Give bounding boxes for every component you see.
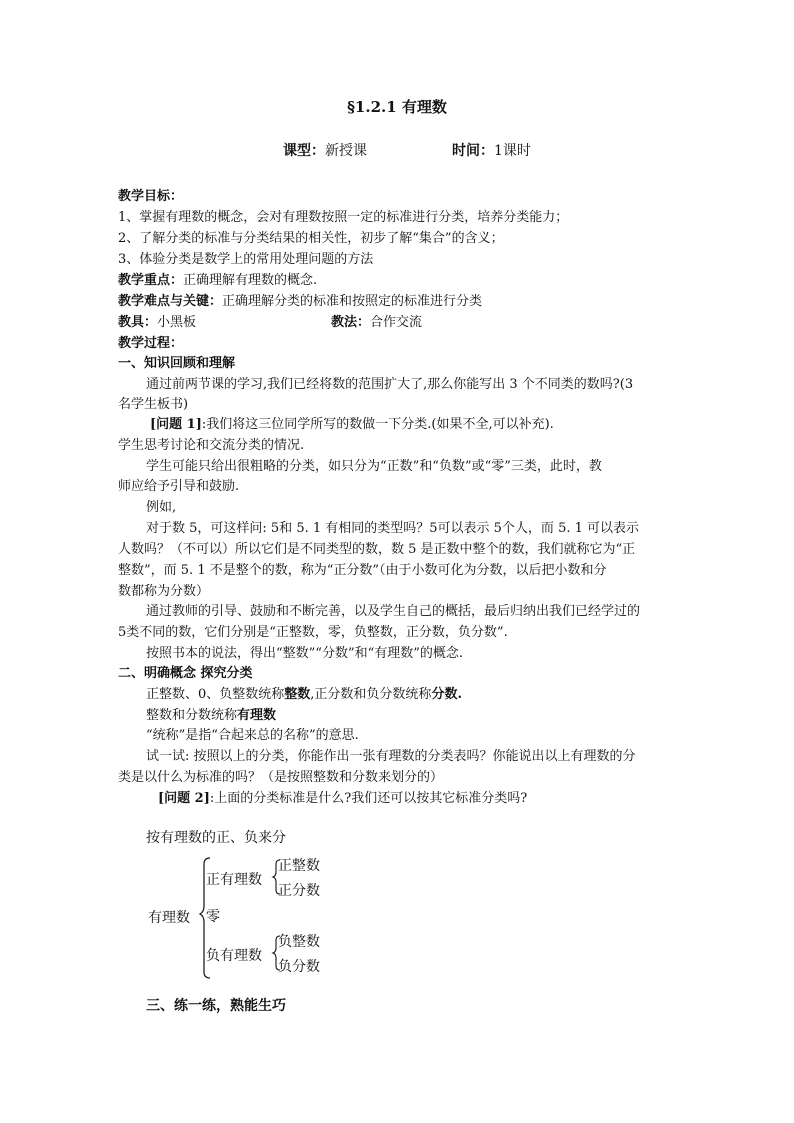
classification-tree	[148, 850, 368, 985]
page-title: §1.2.1 有理数	[347, 98, 447, 116]
lesson-time: 时间：1课时	[452, 143, 531, 159]
tree-positive-integer: 正整数	[278, 858, 320, 874]
question-1: [问题 1]:我们将这三位同学所写的数做一下分类.(如果不全,可以补充).	[150, 417, 554, 432]
definition-line: 整数和分数统称有理数	[146, 708, 277, 723]
objective-item: 1、掌握有理数的概念，会对有理数按照一定的标准进行分类，培养分类能力；	[118, 210, 569, 225]
paragraph-line: 人数吗？（不可以）所以它们是不同类型的数，数 5 是正数中整个的数，我们就称它为“正	[118, 542, 636, 557]
section3-heading: 三、练一练，熟能生巧	[146, 998, 286, 1014]
section1-heading: 一、知识回顾和理解	[118, 356, 236, 371]
paragraph-line: “统称”是指“合起来总的名称”的意思.	[146, 728, 359, 743]
definition-line: 正整数、0、负整数统称整数,正分数和负分数统称分数.	[146, 687, 462, 702]
method: 教法：合作交流	[331, 315, 423, 330]
classification-caption: 按有理数的正、负来分	[146, 830, 286, 846]
paragraph-line: 数都称为分数）	[118, 584, 210, 599]
paragraph-line: 按照书本的说法，得出“整数”“分数”和“有理数”的概念.	[146, 646, 464, 661]
paragraph-line: 通过教师的引导、鼓励和不断完善，以及学生自己的概括，最后归纳出我们已经学过的	[146, 604, 641, 619]
tree-root: 有理数	[148, 910, 190, 926]
objectives-heading: 教学目标：	[118, 189, 184, 204]
tools: 教具：小黑板	[118, 315, 197, 330]
objective-item: 3、体验分类是数学上的常用处理问题的方法	[118, 252, 374, 267]
tree-negative-fraction: 负分数	[278, 959, 320, 975]
paragraph-line: 例如,	[146, 500, 177, 515]
process-heading: 教学过程：	[118, 336, 184, 351]
tree-positive-fraction: 正分数	[278, 883, 320, 899]
paragraph-line: 名学生板书)	[118, 397, 189, 412]
paragraph-line: 整数”，而 5. 1 不是整个的数，称为“正分数”（由于小数可化为分数，以后把小数和分	[118, 563, 607, 578]
paragraph-line: 学生思考讨论和交流分类的情况.	[118, 438, 305, 453]
paragraph-line: 类是以什么为标准的吗？（是按照整数和分数来划分的）	[118, 770, 444, 785]
paragraph-line: 师应给予引导和鼓励.	[118, 479, 240, 494]
difficulty: 教学难点与关键：正确理解分类的标准和按照定的标准进行分类	[118, 294, 483, 309]
tree-negative-integer: 负整数	[278, 934, 320, 950]
paragraph-line: 对于数 5，可这样问: 5和 5. 1 有相同的类型吗？5可以表示 5个人，而 5. 1 可以表示	[146, 521, 640, 536]
question-2: [问题 2]:上面的分类标准是什么?我们还可以按其它标准分类吗?	[158, 791, 528, 806]
paragraph-line: 试一试: 按照以上的分类，你能作出一张有理数的分类表吗？你能说出以上有理数的分	[146, 749, 636, 764]
section2-heading: 二、明确概念 探究分类	[118, 666, 253, 681]
tree-positive-rational: 正有理数	[206, 872, 262, 888]
paragraph-line: 学生可能只给出很粗略的分类，如只分为“正数”和“负数”或“零”三类，此时，教	[146, 459, 602, 474]
tree-zero: 零	[206, 909, 220, 925]
objective-item: 2、了解分类的标准与分类结果的相关性，初步了解“集合”的含义；	[118, 231, 504, 246]
paragraph-line: 5类不同的数，它们分别是“正整数，零，负整数，正分数，负分数”.	[118, 625, 508, 640]
key-point: 教学重点：正确理解有理数的概念.	[118, 273, 318, 288]
lesson-type: 课型：新授课	[283, 143, 367, 159]
paragraph-line: 通过前两节课的学习,我们已经将数的范围扩大了,那么你能写出 3 个不同类的数吗?(3	[146, 377, 634, 392]
tree-negative-rational: 负有理数	[206, 948, 262, 964]
